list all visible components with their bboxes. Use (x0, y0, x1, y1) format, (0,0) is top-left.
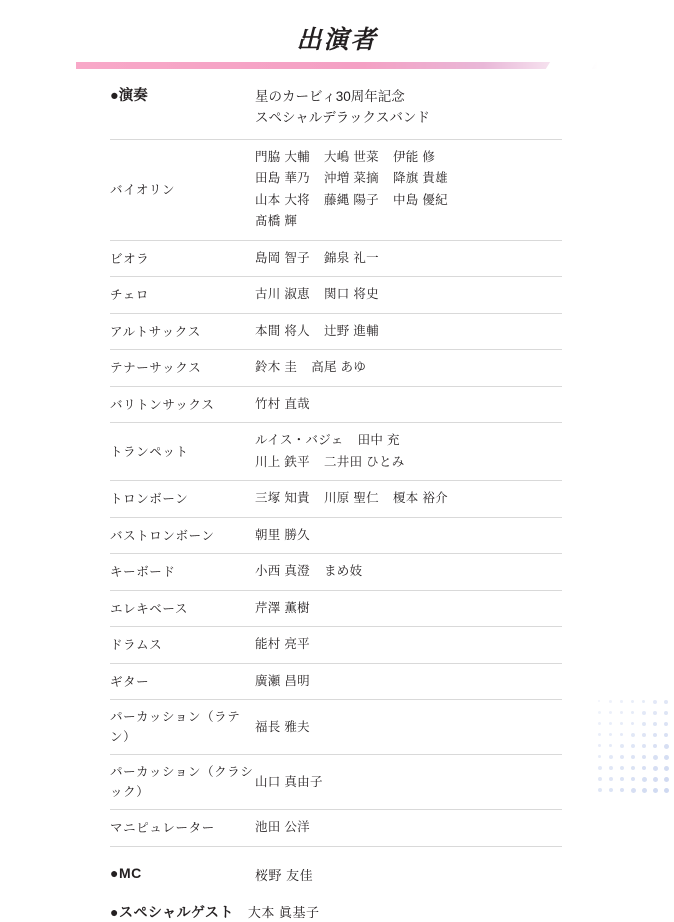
table-row (110, 350, 562, 387)
performer-name-line (255, 147, 562, 169)
performer-name: 三塚 知貴 (255, 491, 310, 506)
section-performance-value (255, 86, 562, 129)
section-performance-label: ●演奏 (110, 88, 148, 104)
performer-name: 沖増 菜摘 (323, 171, 379, 186)
decorative-dot (653, 733, 657, 737)
performer-name-line (255, 211, 562, 233)
decorative-dot (620, 733, 623, 736)
performer-role: バイオリン (110, 182, 176, 197)
decorative-dot (653, 700, 657, 704)
performer-name: 芹澤 薫樹 (255, 600, 310, 615)
table-row (110, 139, 562, 240)
performer-role: ドラムス (110, 638, 163, 653)
decorative-dot (653, 777, 658, 782)
decorative-dot (609, 700, 612, 703)
decorative-dot (664, 744, 669, 749)
mc-label: ●MC (110, 864, 142, 881)
decorative-dot (609, 766, 613, 770)
performer-name-line (255, 168, 562, 190)
special-guest-value: 大本 眞基子 (247, 904, 320, 920)
performer-name: ルイス・バジェ (255, 433, 344, 448)
performer-name: 川原 聖仁 (323, 491, 379, 506)
decorative-dot (609, 744, 612, 747)
performer-name: 門脇 大輔 (255, 149, 310, 164)
performer-name: 田中 充 (357, 433, 400, 448)
performer-name: 池田 公洋 (255, 820, 310, 835)
performer-names (255, 350, 562, 387)
performer-role: ギター (110, 674, 150, 689)
decorative-dot (642, 711, 646, 715)
performer-role: トロンボーン (110, 492, 189, 507)
performer-name: 高尾 あゆ (311, 360, 367, 375)
header-divider-cut (544, 59, 598, 72)
performer-name-line (255, 671, 562, 693)
mc-block (110, 847, 562, 884)
decorative-dot (653, 722, 657, 726)
performer-role: テナーサックス (110, 361, 202, 376)
performer-name-line (255, 248, 562, 270)
decorative-dot (642, 700, 645, 703)
performer-role: マニピュレーター (110, 821, 215, 836)
performer-name: 二井田 ひとみ (323, 454, 405, 469)
decorative-dot (620, 766, 624, 770)
page-title: 出演者 (296, 26, 378, 54)
table-row (110, 240, 562, 277)
decorative-dot (664, 700, 668, 704)
section-performance (110, 78, 562, 139)
performer-name: 田島 華乃 (255, 171, 310, 186)
table-row (110, 481, 562, 518)
table-row (110, 554, 562, 591)
decorative-dot (653, 711, 657, 715)
mc-value: 桜野 友佳 (255, 867, 314, 883)
performer-names (255, 139, 562, 240)
decorative-dot (631, 733, 635, 737)
performer-role: ビオラ (110, 251, 150, 266)
performer-name-line (255, 634, 562, 656)
decorative-dot (664, 722, 668, 726)
decorative-dot (598, 711, 601, 714)
table-row (110, 755, 562, 810)
performer-name: 山本 大将 (255, 192, 310, 207)
performer-name-line (255, 817, 562, 839)
performer-name: 島岡 智子 (255, 250, 310, 265)
decorative-dot (653, 755, 658, 760)
decorative-dot (620, 755, 624, 759)
performer-role: パーカッション（ラテン） (110, 710, 241, 745)
decorative-dot (631, 722, 634, 725)
decorative-dot (598, 700, 600, 702)
table-row (110, 313, 562, 350)
performer-names (255, 663, 562, 700)
decorative-dot (609, 777, 613, 781)
decorative-dot (631, 700, 634, 703)
performer-name: 降旗 貴雄 (392, 171, 448, 186)
performer-role: キーボード (110, 565, 176, 580)
decorative-dot (631, 766, 635, 770)
decorative-dot (598, 744, 601, 747)
decorative-dot (664, 711, 668, 715)
performer-names (255, 386, 562, 423)
table-row (110, 590, 562, 627)
performer-names (255, 517, 562, 554)
decorative-dot (620, 711, 623, 714)
decorative-dot (664, 777, 669, 782)
decorative-dot (620, 700, 623, 703)
header-divider (76, 62, 598, 69)
performer-names (255, 423, 562, 481)
performer-name: 能村 亮平 (255, 637, 310, 652)
performer-name: 中島 優紀 (392, 192, 448, 207)
band-name-line-1: 星のカービィ30周年記念 (255, 89, 405, 104)
performer-name-line (255, 284, 562, 306)
performer-name: 本間 将人 (255, 323, 310, 338)
decorative-dot (598, 722, 601, 725)
decorative-dot (642, 722, 646, 726)
performer-name: 山口 真由子 (255, 774, 323, 789)
performer-role: エレキベース (110, 601, 188, 616)
performer-role: チェロ (110, 288, 149, 303)
performer-name: 関口 将史 (323, 287, 379, 302)
performer-names (255, 313, 562, 350)
table-row (110, 663, 562, 700)
table-row (110, 627, 562, 664)
performer-name-line (255, 430, 562, 452)
decorative-dot (664, 733, 668, 737)
special-guest-label: ●スペシャルゲスト (110, 903, 234, 920)
table-row (110, 277, 562, 314)
performer-name: 榎本 裕介 (392, 491, 448, 506)
decorative-dot (598, 766, 602, 770)
decorative-dot (609, 733, 612, 736)
decorative-dot (609, 711, 612, 714)
decorative-dot (620, 744, 624, 748)
decorative-dot (642, 733, 646, 737)
decorative-dot (642, 777, 647, 782)
decorative-dot (609, 755, 613, 759)
performer-name: 古川 淑恵 (255, 287, 310, 302)
performer-name: 廣瀬 昌明 (255, 673, 310, 688)
performer-role: アルトサックス (110, 324, 201, 339)
performer-name-line (255, 561, 562, 583)
header-divider-bar (76, 62, 598, 69)
performer-name: 朝里 勝久 (255, 527, 310, 542)
table-row (110, 386, 562, 423)
performer-name: 藤縄 陽子 (323, 192, 379, 207)
performer-name: 竹村 直哉 (255, 396, 310, 411)
special-guest-block (110, 884, 562, 922)
decorative-dot (620, 722, 623, 725)
performer-name-line (255, 394, 562, 416)
decorative-dot (598, 777, 602, 781)
performer-name: 髙橋 輝 (255, 214, 298, 229)
performer-role: バストロンボーン (110, 528, 215, 543)
decorative-dot (642, 788, 647, 793)
table-row (110, 423, 562, 481)
performers-content (110, 78, 562, 922)
performer-name-line (255, 190, 562, 212)
performer-names (255, 277, 562, 314)
performer-name: まめ妓 (323, 564, 363, 579)
performer-names (255, 240, 562, 277)
decorative-dot (631, 755, 635, 759)
decorative-dot (642, 766, 646, 770)
performer-name-line (255, 357, 562, 379)
performer-names (255, 700, 562, 755)
decorative-dot (620, 788, 624, 792)
performer-name-line (255, 717, 562, 739)
decorative-dot (642, 744, 646, 748)
decorative-dot (664, 755, 669, 760)
performer-name: 川上 鉄平 (255, 454, 310, 469)
decorative-dot (664, 766, 669, 771)
performer-names (255, 755, 562, 810)
performer-names (255, 554, 562, 591)
decorative-dot (620, 777, 624, 781)
performer-role: トランペット (110, 444, 189, 459)
performer-name-line (255, 452, 562, 474)
decorative-dot (598, 755, 601, 758)
decorative-dot (664, 788, 669, 793)
decorative-dot (609, 722, 612, 725)
performer-name-line (255, 488, 562, 510)
performer-names (255, 481, 562, 518)
performer-role: パーカッション（クラシック） (110, 765, 254, 800)
performer-name: 鈴木 圭 (255, 360, 298, 375)
decorative-dot (631, 744, 635, 748)
performer-name: 大嶋 世菜 (323, 149, 379, 164)
performer-names (255, 810, 562, 847)
decorative-dot (653, 766, 658, 771)
decorative-dot (642, 755, 646, 759)
performer-role: バリトンサックス (110, 397, 215, 412)
performer-name: 小西 真澄 (255, 564, 310, 579)
table-row (110, 517, 562, 554)
performer-name-line (255, 321, 562, 343)
performer-name-line (255, 772, 562, 794)
table-row (110, 810, 562, 847)
performer-name: 錦泉 礼一 (323, 250, 379, 265)
decorative-dot (631, 788, 636, 793)
table-row (110, 700, 562, 755)
decorative-dot (609, 788, 613, 792)
performer-names (255, 627, 562, 664)
decorative-dot (598, 733, 601, 736)
performer-name: 辻野 進輔 (323, 323, 379, 338)
performer-name-line (255, 525, 562, 547)
band-name-line-2: スペシャルデラックスバンド (255, 109, 430, 125)
decorative-dot (631, 777, 635, 781)
decorative-dot (653, 744, 657, 748)
decorative-dot (631, 711, 634, 714)
decorative-dot (598, 788, 602, 792)
performer-name-line (255, 598, 562, 620)
performer-name: 福長 雅夫 (255, 719, 310, 734)
decorative-dot-pattern (592, 696, 674, 801)
decorative-dot (653, 788, 658, 793)
performer-name: 伊能 修 (392, 149, 436, 164)
performers-table (110, 139, 562, 847)
performer-names (255, 590, 562, 627)
